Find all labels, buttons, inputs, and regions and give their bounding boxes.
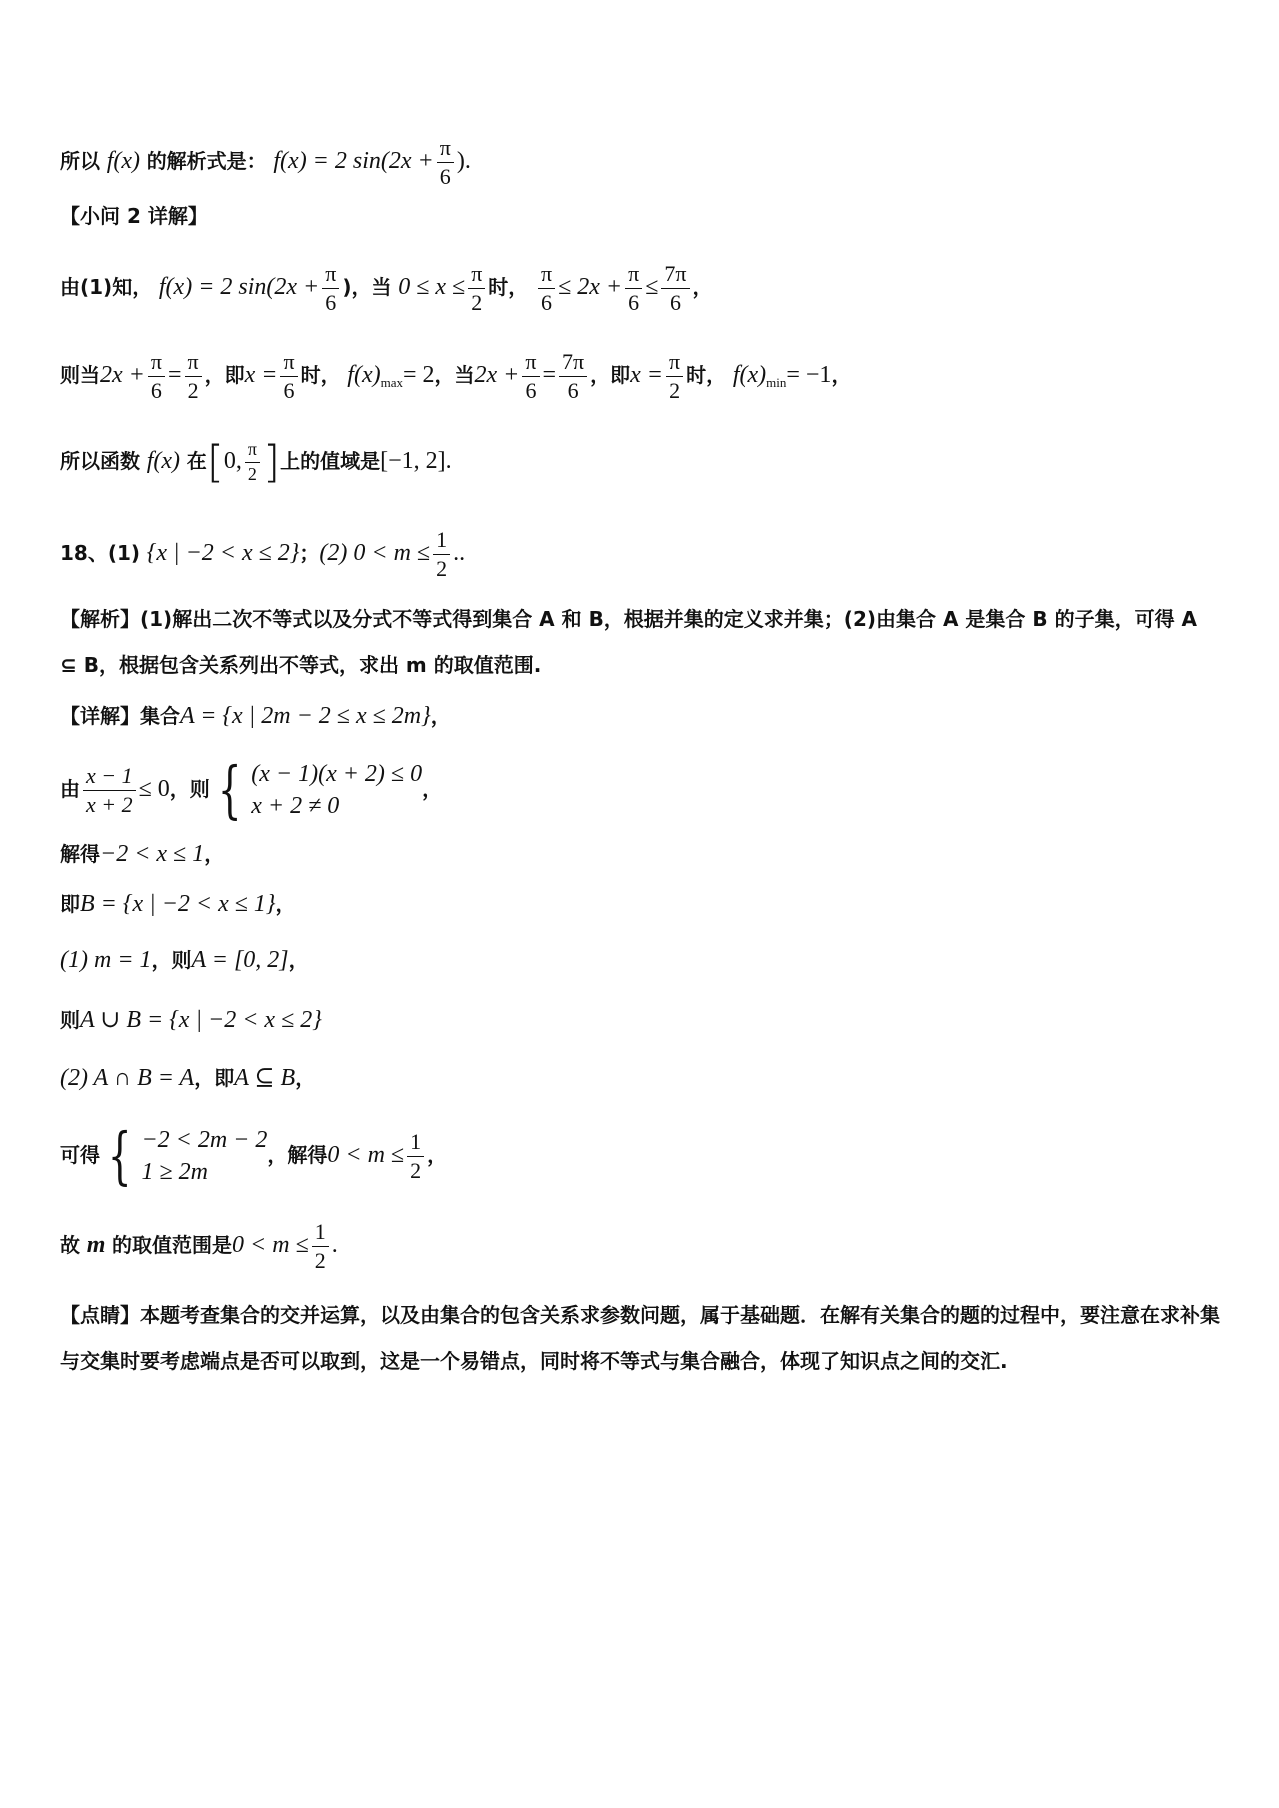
fraction: $\frac{1}{2}$ — [312, 1220, 329, 1273]
section-heading-part-2: 【小问 2 详解】 — [60, 204, 208, 228]
fraction: $\frac{\pi}{2}$ — [468, 262, 485, 315]
fraction: $\frac{\pi}{6}$ — [625, 262, 642, 315]
comment-paragraph: 【点睛】本题考查集合的交并运算，以及由集合的包含关系求参数问题，属于基础题．在解有关集合的题的过程中，要注意在求补集与交集时要考虑端点是否可以取到，这是一个易错点，同时将不等式与集合融合，体现了知识点之间的交汇. — [60, 1303, 1220, 1373]
detail-line-6: 则A ∪ B = {x | −2 < x ≤ 2} — [60, 1007, 322, 1033]
answer-line-18: 18、(1) {x | −2 < x ≤ 2}；(2) 0 < m ≤ $\frac{1}{2}$ .. — [60, 527, 466, 582]
solution-line-4: 则当2x + $\frac{\pi}{6}$ = $\frac{\pi}{2}$ ，即x = $\frac{\pi}{6}$ 时， $f(x)_{max}= 2$，当2x + $\frac{\pi}{6}$ = $\frac{7\pi}{6}$ ，即x = $\frac{\pi}{2}$ 时， $f(x)_{min}= -1$， — [60, 349, 852, 404]
detail-line-5: (1) m = 1，则A = [0, 2]， — [60, 947, 309, 973]
fraction: $\frac{\pi}{6}$ — [280, 350, 297, 403]
detail-line-9: 故 m 的取值范围是0 < m ≤ $\frac{1}{2}$ . — [60, 1219, 338, 1274]
detail-line-1: 【详解】集合A = {x | 2m − 2 ≤ x ≤ 2m}， — [60, 703, 451, 729]
solution-line-5: 所以函数 f(x) 在[0, $\frac{\pi}{2}$ ]上的值域是[−1, 2]. — [60, 436, 452, 488]
system-brace: { −2 < 2m − 2 1 ≥ 2m — [107, 1119, 268, 1193]
fraction: $\frac{x - 1}{x + 2}$ — [83, 764, 136, 817]
detail-line-8: 可得 { −2 < 2m − 2 1 ≥ 2m ，解得0 < m ≤ $\frac{1}{2}$ ， — [60, 1119, 448, 1193]
fraction: $\frac{7\pi}{6}$ — [559, 350, 587, 403]
fraction: $\frac{\pi}{2}$ — [185, 350, 202, 403]
solution-line-1: 所以 f(x) 的解析式是： f(x) = 2 sin(2x + $\frac{\pi}{6}$ ). — [60, 135, 471, 190]
fraction: $\frac{1}{2}$ — [433, 528, 450, 581]
fraction: $\frac{1}{2}$ — [407, 1130, 424, 1183]
fraction: $\frac{\pi}{2}$ — [666, 350, 683, 403]
fraction: $\frac{\pi}{6}$ — [522, 350, 539, 403]
detail-line-3: 解得−2 < x ≤ 1， — [60, 841, 225, 867]
fraction: $\frac{\pi}{6}$ — [148, 350, 165, 403]
fraction: $\frac{\pi}{2}$ — [245, 440, 260, 485]
detail-line-7: (2) A ∩ B = A，即A ⊆ B， — [60, 1065, 316, 1091]
fraction: $\frac{\pi}{6}$ — [437, 136, 454, 189]
detail-line-2: 由 $\frac{x - 1}{x + 2}$ ≤ 0，则 { (x − 1)(x + 2) ≤ 0 x + 2 ≠ 0 ， — [60, 753, 443, 827]
fraction: $\frac{\pi}{6}$ — [322, 262, 339, 315]
solution-line-3: 由(1)知， f(x) = 2 sin(2x + $\frac{\pi}{6}$ )，当 0 ≤ x ≤ $\frac{\pi}{2}$ 时， $\frac{\pi}{6}$ ≤ 2x + $\frac{\pi}{6}$ ≤ $\frac{7\pi}{6}$ ， — [60, 261, 713, 316]
fraction: $\frac{7\pi}{6}$ — [661, 262, 689, 315]
analysis-paragraph: 【解析】(1)解出二次不等式以及分式不等式得到集合 A 和 B，根据并集的定义求并集；(2)由集合 A 是集合 B 的子集，可得 A ⊆ B，根据包含关系列出不等式，求出 m 的取值范围. — [60, 607, 1198, 677]
system-brace: { (x − 1)(x + 2) ≤ 0 x + 2 ≠ 0 — [217, 753, 423, 827]
detail-line-4: 即B = {x | −2 < x ≤ 1}， — [60, 891, 296, 917]
fraction: $\frac{\pi}{6}$ — [538, 262, 555, 315]
